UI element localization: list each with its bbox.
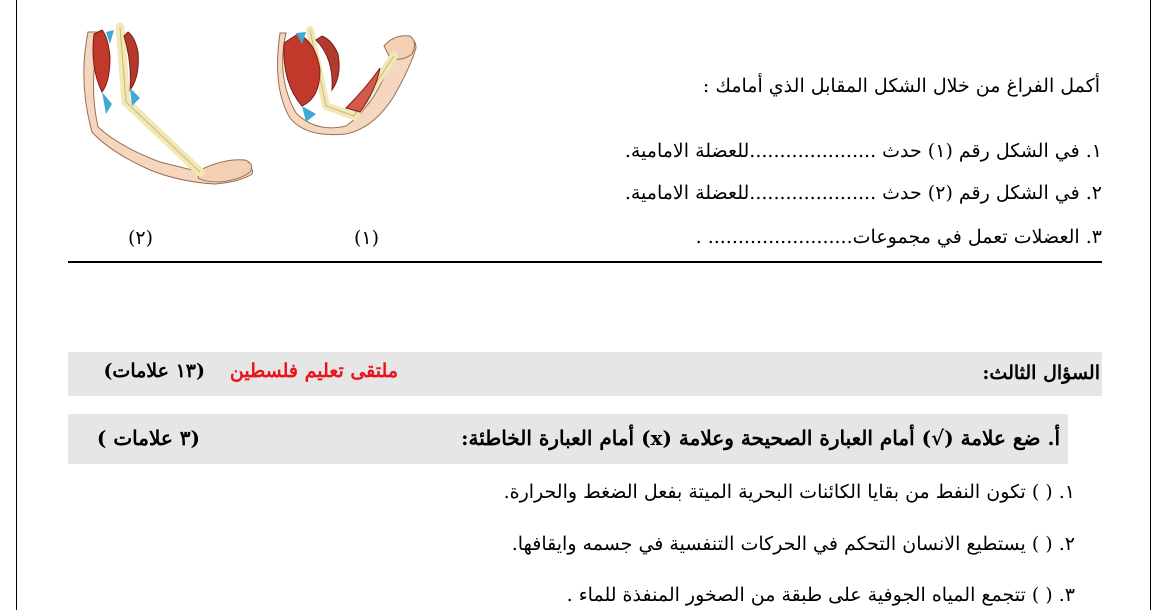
figure-label-1: (١) bbox=[354, 227, 380, 249]
page-border-right bbox=[1150, 0, 1151, 610]
section-divider bbox=[68, 261, 1102, 263]
page-border-left bbox=[16, 0, 17, 610]
statement-1: ١. ( ) تكون النفط من بقايا الكائنات البحرية الميتة بفعل الضغط والحرارة. bbox=[503, 481, 1075, 503]
figure-label-2: (٢) bbox=[128, 227, 154, 249]
fill-item-1: ١. في الشكل رقم (١) حدث .....................للعضلة الامامية. bbox=[624, 140, 1102, 162]
question3-header-bar bbox=[68, 352, 1102, 396]
fill-item-3: ٣. العضلات تعمل في مجموعات........................ . bbox=[695, 226, 1102, 248]
part-a-marks: (٣ علامات ) bbox=[96, 426, 200, 450]
watermark-text: ملتقى تعليم فلسطين bbox=[229, 360, 398, 382]
arm-flexed-figure bbox=[276, 28, 426, 148]
part-a-instruction: أ. ضع علامة (√) أمام العبارة الصحيحة وعلامة (x) أمام العبارة الخاطئة: bbox=[461, 426, 1060, 450]
question3-title: السؤال الثالث: bbox=[982, 362, 1100, 384]
fill-item-2: ٢. في الشكل رقم (٢) حدث .....................للعضلة الامامية. bbox=[624, 182, 1102, 204]
statement-2: ٢. ( ) يستطيع الانسان التحكم في الحركات التنفسية في جسمه وايقافها. bbox=[511, 533, 1075, 555]
statement-3: ٣. ( ) تتجمع المياه الجوفية على طبقة من الصخور المنفذة للماء . bbox=[566, 584, 1075, 606]
arm-extended-figure bbox=[80, 22, 260, 192]
question3-marks: (١٣ علامات) bbox=[103, 360, 205, 382]
figure-instruction: أكمل الفراغ من خلال الشكل المقابل الذي أمامك : bbox=[702, 75, 1100, 97]
